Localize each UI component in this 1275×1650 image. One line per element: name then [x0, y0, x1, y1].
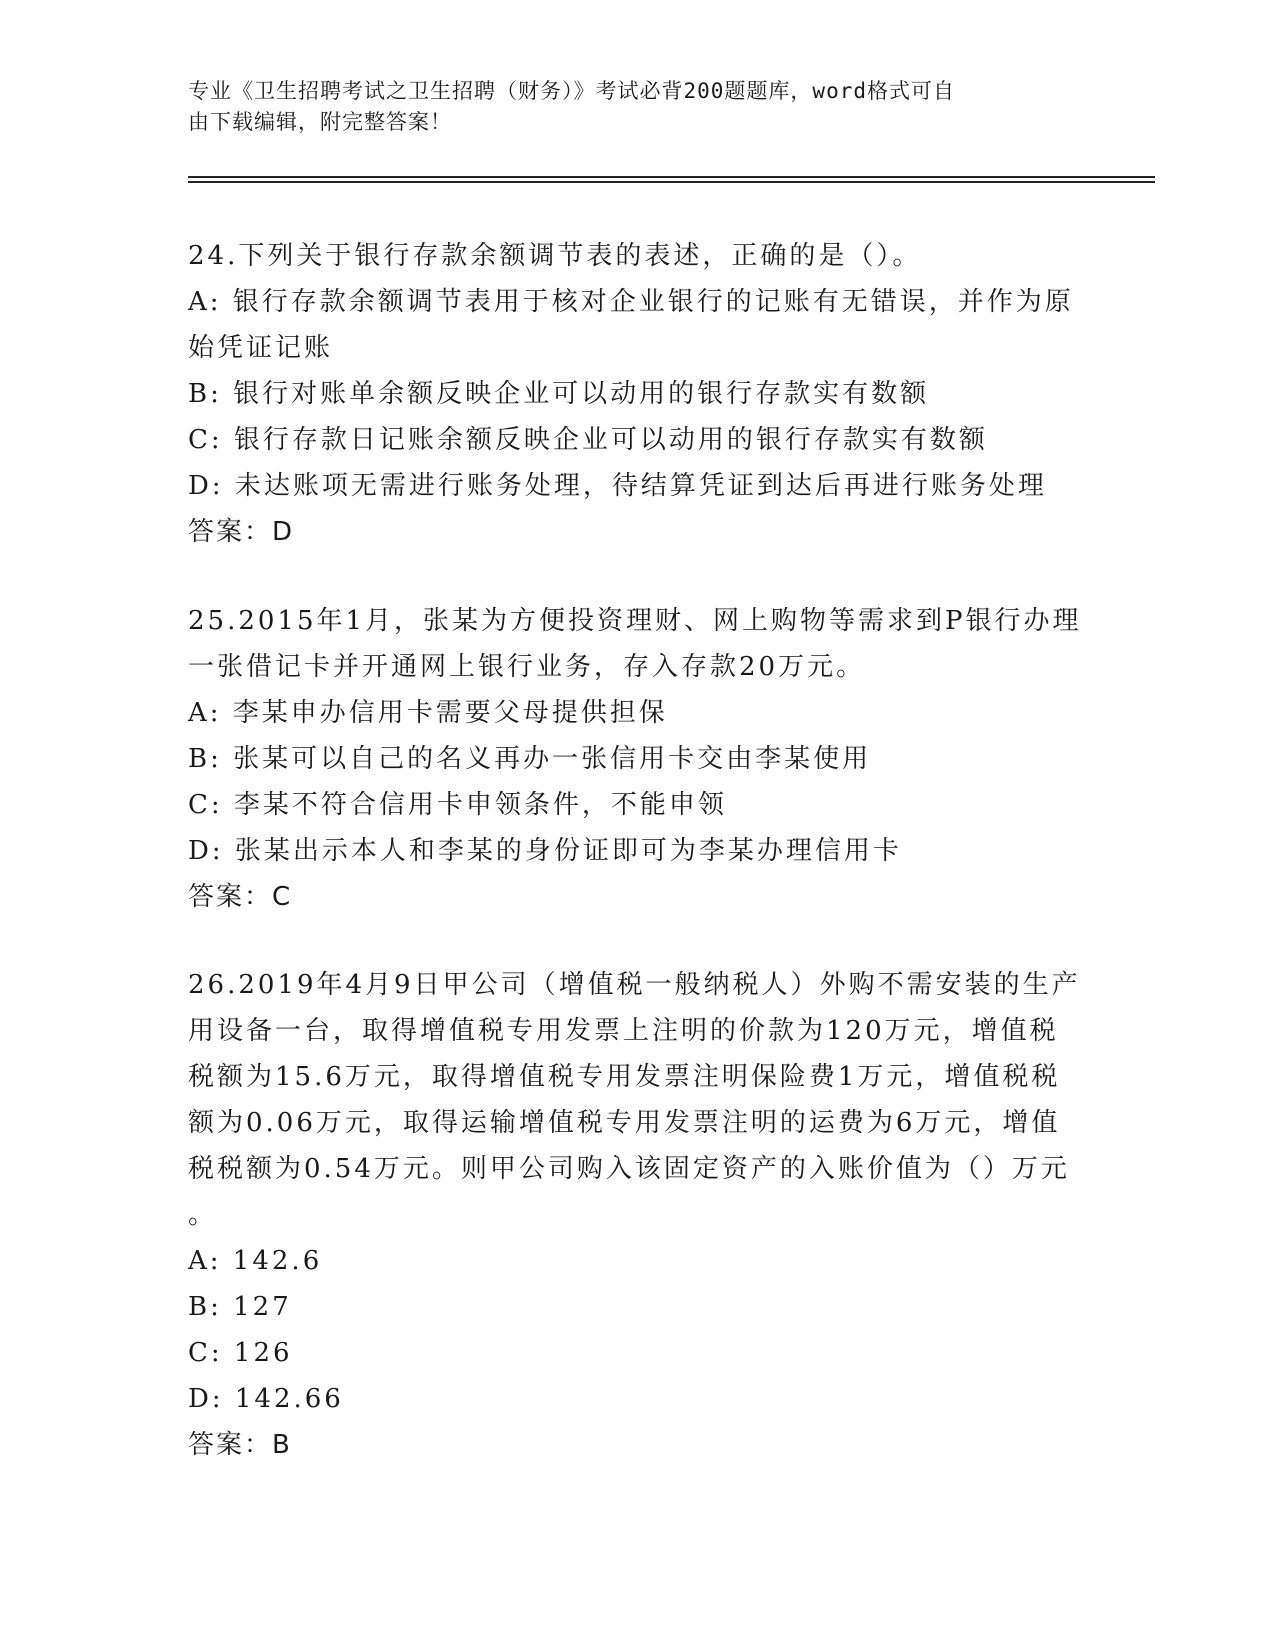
question-stem-line: 24.下列关于银行存款余额调节表的表述，正确的是（）。: [188, 241, 922, 271]
option-b: B: 127: [188, 1292, 292, 1322]
header-divider-top: [188, 176, 1155, 178]
header-line-2: 由下载编辑，附完整答案！: [188, 110, 452, 134]
option-a: A: 银行存款余额调节表用于核对企业银行的记账有无错误，并作为原: [188, 287, 1074, 317]
option-a: A: 142.6: [188, 1246, 323, 1276]
option-d: D: 142.66: [188, 1384, 344, 1414]
option-c: C: 126: [188, 1338, 293, 1368]
option-d: D: 未达账项无需进行账务处理，待结算凭证到达后再进行账务处理: [188, 471, 1047, 501]
question-stem-line: 。: [188, 1200, 218, 1230]
question-24: [188, 233, 1088, 555]
document-header: [188, 76, 1068, 138]
answer-line: 答案：B: [188, 1430, 292, 1460]
question-stem-line: 用设备一台，取得增值税专用发票上注明的价款为120万元，增值税: [188, 1016, 1059, 1046]
header-divider-bottom: [188, 181, 1155, 183]
answer-line: 答案：D: [188, 517, 295, 547]
option-a-continued: 始凭证记账: [188, 333, 334, 363]
option-a: A: 李某申办信用卡需要父母提供担保: [188, 698, 668, 728]
question-stem-line: 一张借记卡并开通网上银行业务，存入存款20万元。: [188, 652, 866, 682]
question-stem-line: 税税额为0.54万元。则甲公司购入该固定资产的入账价值为（）万元: [188, 1154, 1070, 1184]
answer-line: 答案：C: [188, 882, 293, 912]
option-b: B: 张某可以自己的名义再办一张信用卡交由李某使用: [188, 744, 872, 774]
header-line-1: 专业《卫生招聘考试之卫生招聘（财务）》考试必背200题题库，word格式可自: [188, 79, 955, 103]
question-25: [188, 598, 1088, 920]
question-stem-line: 26.2019年4月9日甲公司（增值税一般纳税人）外购不需安装的生产: [188, 970, 1081, 1000]
option-d: D: 张某出示本人和李某的身份证即可为李某办理信用卡: [188, 836, 902, 866]
option-b: B: 银行对账单余额反映企业可以动用的银行存款实有数额: [188, 379, 930, 409]
option-c: C: 银行存款日记账余额反映企业可以动用的银行存款实有数额: [188, 425, 988, 455]
question-26: [188, 962, 1088, 1468]
question-stem-line: 税额为15.6万元，取得增值税专用发票注明保险费1万元，增值税税: [188, 1062, 1061, 1092]
option-c: C: 李某不符合信用卡申领条件，不能申领: [188, 790, 727, 820]
question-stem-line: 25.2015年1月，张某为方便投资理财、网上购物等需求到P银行办理: [188, 606, 1082, 636]
question-stem-line: 额为0.06万元，取得运输增值税专用发票注明的运费为6万元，增值: [188, 1108, 1061, 1138]
